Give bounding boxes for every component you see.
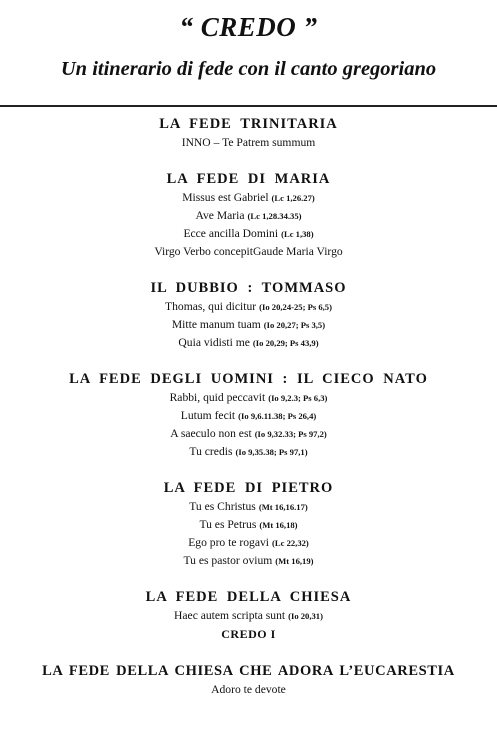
section-eucarestia [0, 661, 497, 699]
chant-title: Tu credis [189, 445, 233, 458]
page-title: “ CREDO ” [179, 12, 318, 42]
chant-item [0, 625, 497, 643]
section-heading: LA FEDE DELLA CHIESA [145, 589, 352, 605]
chant-item [0, 207, 497, 225]
chant-title: Lutum fecit [180, 409, 236, 422]
section-heading: LA FEDE TRINITARIA [159, 116, 338, 132]
section-heading: LA FEDE DI PIETRO [163, 480, 334, 496]
chant-item [0, 225, 497, 243]
chant-reference: (Io 20,31) [288, 611, 323, 621]
section-heading: LA FEDE DEGLI UOMINI : IL CIECO NATO [69, 371, 428, 387]
section-tommaso [0, 278, 497, 352]
chant-item [0, 298, 497, 316]
chant-item [0, 243, 497, 261]
chant-item [0, 189, 497, 207]
chant-item [0, 516, 497, 534]
section-heading: LA FEDE DELLA CHIESA CHE ADORA L’EUCARESTIA [42, 663, 455, 679]
chant-item [0, 534, 497, 552]
chant-item [0, 316, 497, 334]
chant-title: Missus est Gabriel [182, 191, 269, 204]
section-maria [0, 169, 497, 261]
chant-reference: (Io 9,2.3; Ps 6,3) [268, 393, 328, 403]
chant-item [0, 681, 497, 699]
chant-reference: (Lc 22,32) [272, 538, 309, 548]
chant-title: Rabbi, quid peccavit [169, 391, 266, 404]
chant-item [0, 389, 497, 407]
chant-item [0, 134, 497, 152]
chant-reference: (Mt 16,18) [259, 520, 298, 530]
chant-title: Haec autem scripta sunt [174, 609, 286, 622]
chant-reference: (Io 9,32.33; Ps 97,2) [254, 429, 327, 439]
chant-reference: (Lc 1,28.34.35) [247, 211, 302, 221]
chant-item [0, 425, 497, 443]
chant-title: Tu es Petrus [199, 518, 257, 531]
chant-reference: (Io 20,24-25; Ps 6,5) [259, 302, 332, 312]
chant-title: Tu es pastor ovium [183, 554, 273, 567]
title-divider [0, 105, 497, 107]
chant-title: Ave Maria [195, 209, 245, 222]
chant-reference: (Mt 16,16.17) [258, 502, 308, 512]
chant-title: Thomas, qui dicitur [165, 300, 257, 313]
section-heading: LA FEDE DI MARIA [166, 171, 331, 187]
chant-item [0, 498, 497, 516]
chant-reference: (Lc 1,26.27) [271, 193, 315, 203]
chant-reference: (Mt 16,19) [275, 556, 314, 566]
chant-title: INNO – Te Patrem summum [181, 136, 316, 149]
chant-item [0, 334, 497, 352]
program-content [0, 114, 497, 699]
section-pietro [0, 478, 497, 570]
section-chiesa [0, 587, 497, 643]
chant-title: Ego pro te rogavi [188, 536, 270, 549]
chant-title: Mitte manum tuam [171, 318, 261, 331]
chant-title: A saeculo non est [170, 427, 252, 440]
chant-reference: (Io 20,29; Ps 43,9) [252, 338, 319, 348]
chant-title: Tu es Christus [189, 500, 256, 513]
chant-title: CREDO I [221, 627, 276, 641]
section-cieco-nato [0, 369, 497, 461]
chant-reference: (Io 20,27; Ps 3,5) [263, 320, 326, 330]
chant-item [0, 552, 497, 570]
chant-item [0, 443, 497, 461]
chant-item [0, 607, 497, 625]
chant-reference: (Io 9,35.38; Ps 97,1) [235, 447, 308, 457]
page-subtitle: Un itinerario di fede con il canto gregoriano [60, 58, 437, 80]
section-heading: IL DUBBIO : TOMMASO [150, 280, 347, 296]
chant-title: Quia vidisti me [178, 336, 250, 349]
chant-reference: (Lc 1,38) [281, 229, 314, 239]
chant-item [0, 407, 497, 425]
chant-reference: (Io 9,6.11.38; Ps 26,4) [238, 411, 317, 421]
chant-title: Virgo Verbo concepitGaude Maria Virgo [154, 245, 343, 258]
chant-title: Ecce ancilla Domini [183, 227, 279, 240]
section-trinitaria [0, 114, 497, 152]
chant-title: Adoro te devote [211, 683, 286, 696]
